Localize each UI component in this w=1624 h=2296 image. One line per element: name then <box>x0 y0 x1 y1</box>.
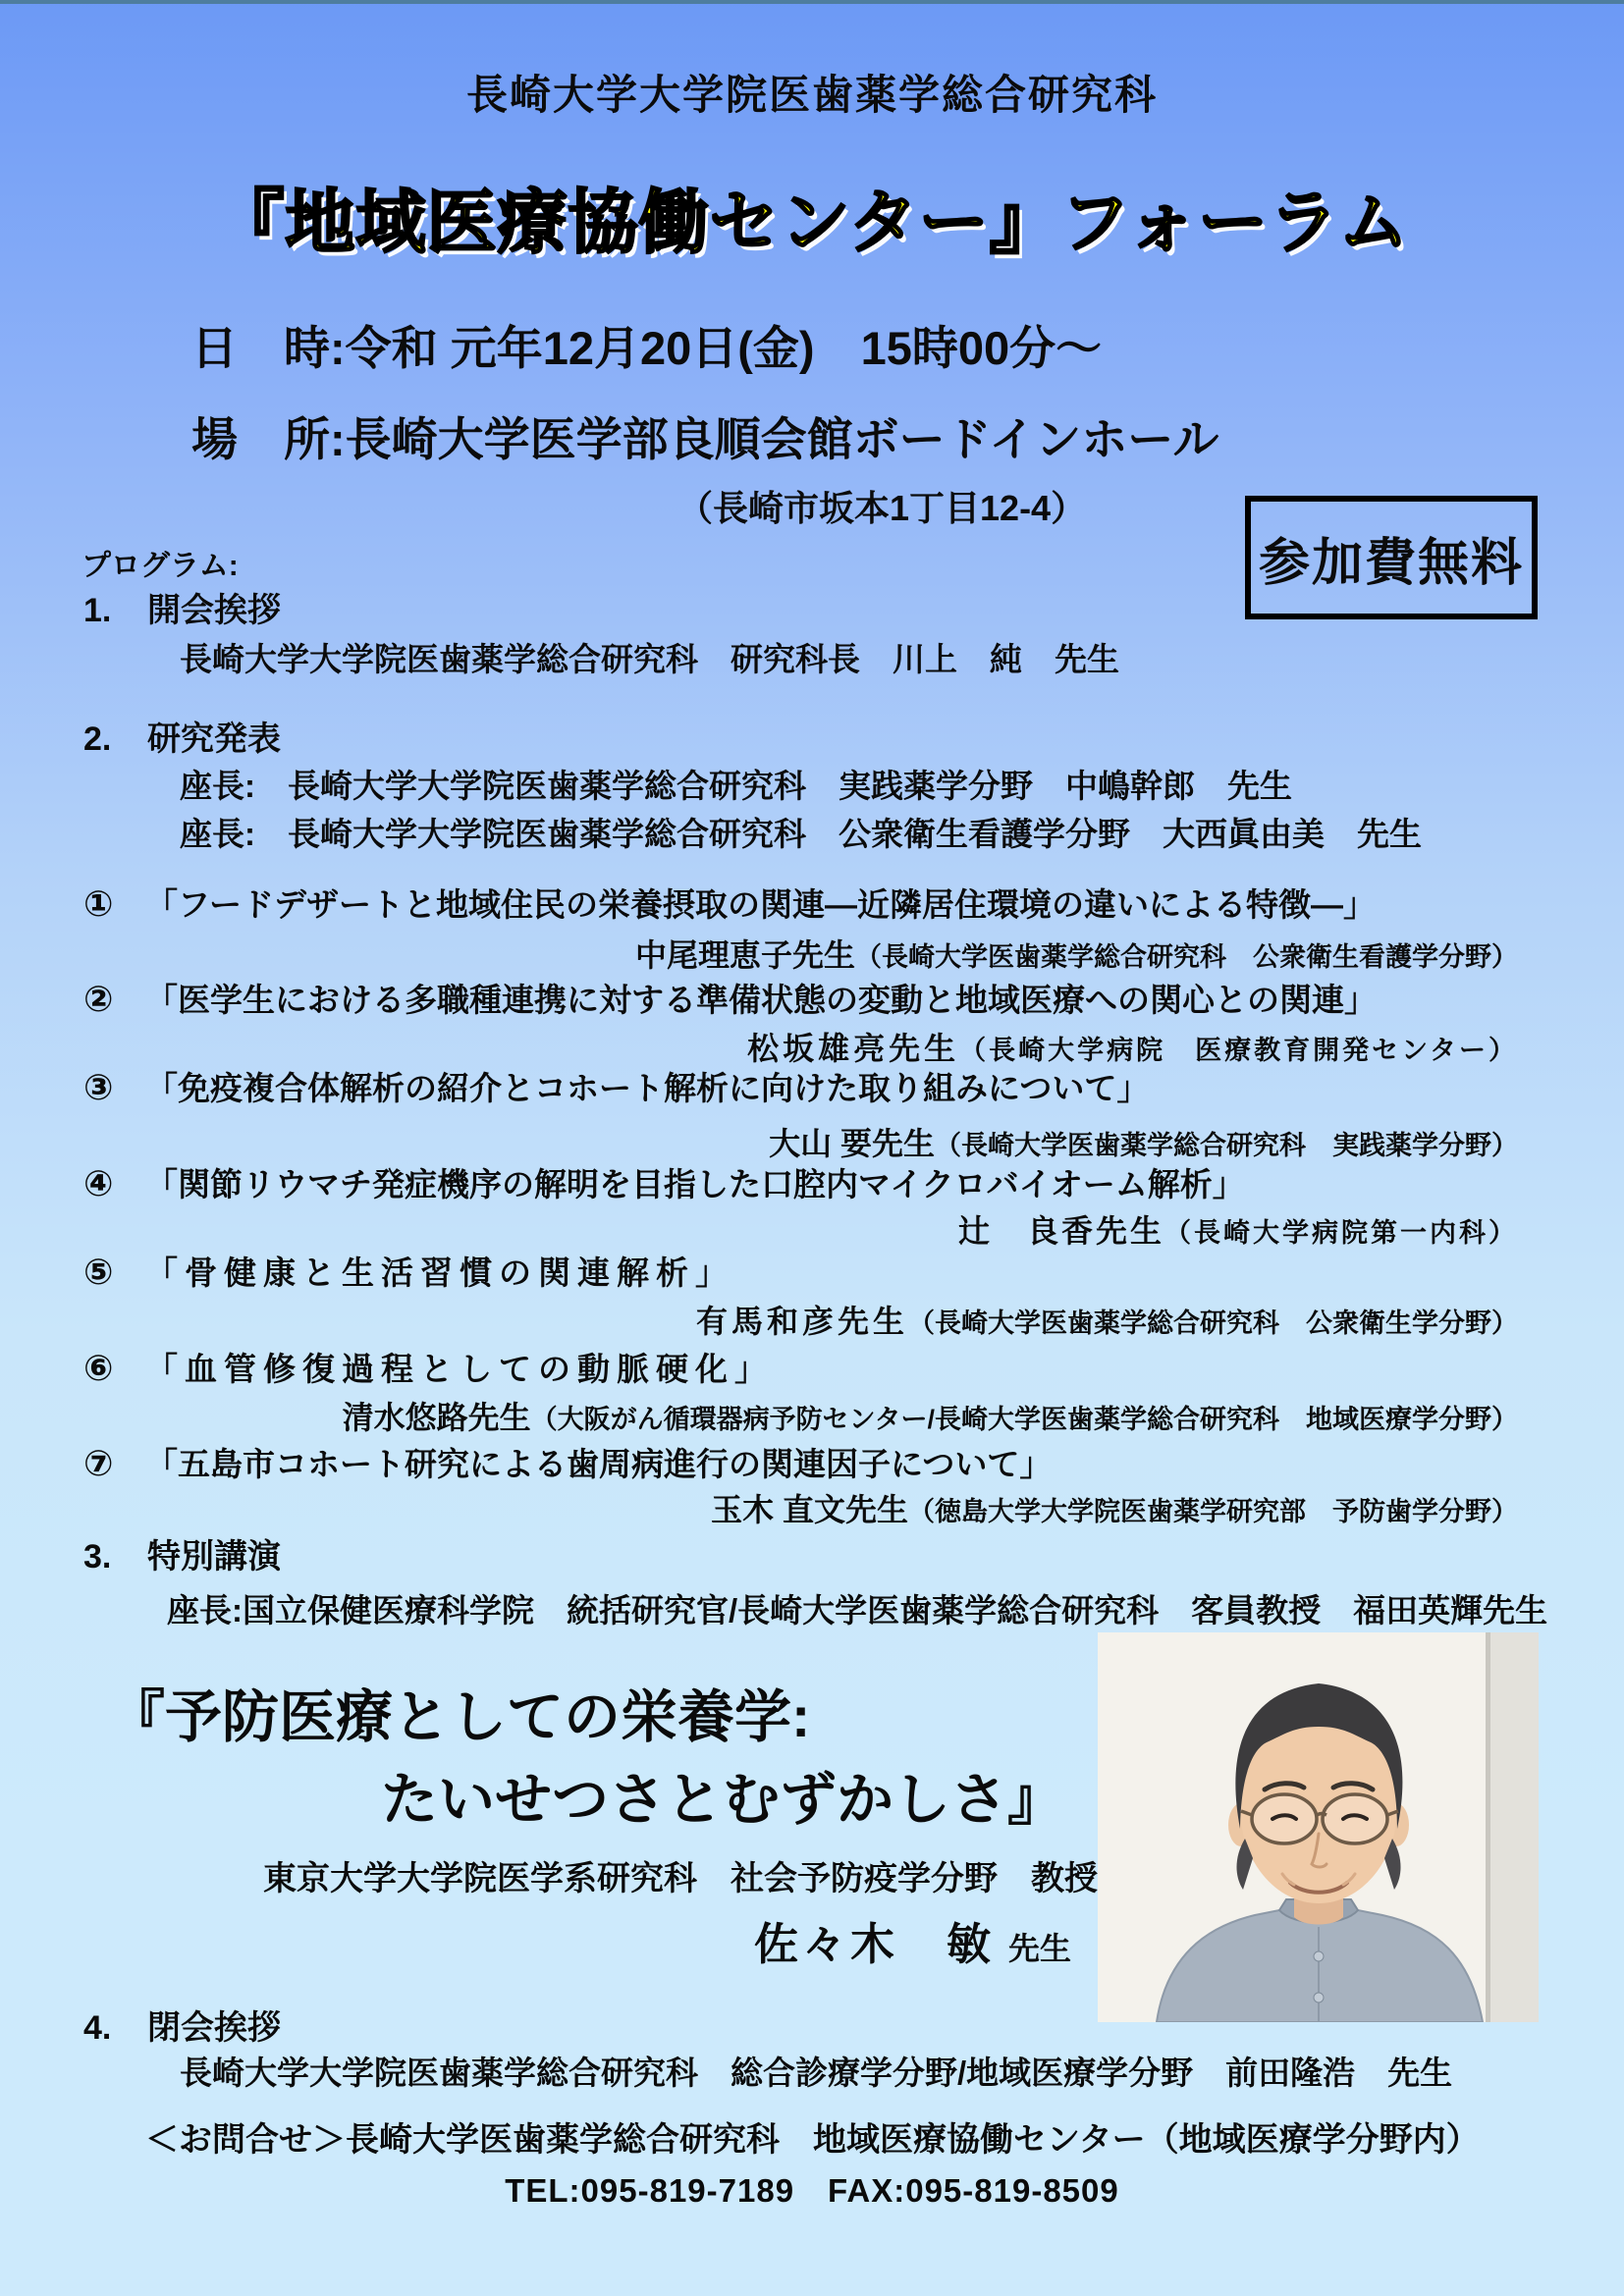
presentation-7-speaker-name: 玉木 直文先生 <box>711 1492 908 1527</box>
presentation-5-speaker <box>0 1297 1624 1342</box>
section-1-detail: 長崎大学大学院医歯薬学総合研究科 研究科長 川上 純 先生 <box>180 641 1119 677</box>
program-label: プログラム: <box>81 550 239 582</box>
presentation-3-title <box>83 1063 1149 1109</box>
presentation-5-speaker-name: 有馬和彦先生 <box>695 1304 908 1339</box>
section-3-heading <box>83 1529 281 1577</box>
section-4-heading <box>83 2001 281 2049</box>
presentation-6-speaker <box>0 1393 1624 1438</box>
presentation-1-speaker-name: 中尾理恵子先生 <box>634 937 855 973</box>
section-3-chair: 座長:国立保健医療科学院 統括研究官/長崎大学医歯薬学総合研究科 客員教授 福田英輝先生 <box>167 1592 1548 1629</box>
section-2-chair-2: 座長: 長崎大学大学院医歯薬学総合研究科 公衆衛生看護学分野 大西眞由美 先生 <box>180 816 1422 852</box>
presentation-3-speaker-affiliation: （長崎大学医歯薬学総合研究科 実践薬学分野） <box>935 1131 1518 1160</box>
presentation-5-speaker-affiliation: （長崎大学医歯薬学総合研究科 公衆衛生学分野） <box>908 1308 1518 1338</box>
presentation-2-text: 「医学生における多職種連携に対する準備状態の変動と地域医療への関心との関連」 <box>145 982 1377 1018</box>
presentation-4-speaker <box>0 1206 1624 1252</box>
event-datetime: 日 時:令和 元年12月20日(金) 15時00分～ <box>191 322 1103 374</box>
section-2-chair-1: 座長: 長崎大学大学院医歯薬学総合研究科 実践薬学分野 中嶋幹郎 先生 <box>180 768 1292 804</box>
presentation-2-number: ② <box>83 979 114 1019</box>
section-4-number: 4. <box>83 2009 112 2047</box>
section-3-number: 3. <box>83 1538 112 1575</box>
poster-title: 『地域医療協働センター』フォーラム <box>214 185 1410 262</box>
presentation-7-speaker <box>0 1485 1624 1530</box>
presentation-4-speaker-name: 辻 良香先生 <box>957 1213 1164 1249</box>
presentation-5-text: 「骨健康と生活習慣の関連解析」 <box>145 1255 734 1291</box>
section-1-title: 開会挨拶 <box>147 592 281 629</box>
organization-header: 長崎大学大学院医歯薬学総合研究科 <box>465 72 1158 118</box>
presentation-5-number: ⑤ <box>83 1252 114 1292</box>
section-2-heading <box>83 712 281 760</box>
presentation-2-speaker-name: 松坂雄亮先生 <box>747 1031 960 1066</box>
lecture-title-line1: 『予防医療としての栄養学: <box>108 1685 811 1749</box>
presentation-7-text: 「五島市コホート研究による歯周病進行の関連因子について」 <box>145 1446 1053 1482</box>
presentation-7-number: ⑦ <box>83 1443 114 1483</box>
speaker-photo <box>1098 1632 1539 2022</box>
presentation-6-speaker-affiliation: （大阪がん循環器病予防センター/長崎大学医歯薬学総合研究科 地域医療学分野） <box>530 1405 1518 1434</box>
lecture-speaker-name: 佐々木 敏 <box>754 1919 996 1969</box>
section-3-title: 特別講演 <box>147 1538 281 1575</box>
section-2-number: 2. <box>83 721 112 758</box>
section-2-title: 研究発表 <box>147 721 281 758</box>
section-1-number: 1. <box>83 592 112 629</box>
section-4-title: 閉会挨拶 <box>147 2009 281 2047</box>
presentation-3-speaker <box>0 1119 1624 1164</box>
section-1-heading <box>83 583 281 631</box>
lecture-title-line2: たいせつさとむずかしさ』 <box>381 1768 1065 1832</box>
presentation-3-speaker-name: 大山 要先生 <box>769 1126 935 1161</box>
speaker-portrait-illustration <box>1098 1632 1539 2022</box>
presentation-2-title <box>83 975 1377 1021</box>
presentation-1-title <box>83 880 1376 926</box>
lecture-speaker-suffix: 先生 <box>1008 1931 1072 1966</box>
presentation-6-text: 「血管修復過程としての動脈硬化」 <box>145 1351 774 1387</box>
presentation-7-title <box>83 1439 1052 1485</box>
top-edge-strip <box>0 0 1624 4</box>
fee-free-label: 参加費無料 <box>1258 534 1524 592</box>
lecture-speaker-affiliation: 東京大学大学院医学系研究科 社会予防疫学分野 教授 <box>263 1860 1098 1897</box>
fee-free-badge <box>1245 496 1538 619</box>
presentation-3-number: ③ <box>83 1067 114 1107</box>
presentation-6-number: ⑥ <box>83 1348 114 1388</box>
presentation-7-speaker-affiliation: （徳島大学大学院医歯薬学研究部 予防歯学分野） <box>908 1497 1518 1526</box>
contact-inquiry: ＜お問合せ＞長崎大学医歯薬学総合研究科 地域医療協働センター（地域医療学分野内） <box>145 2121 1480 2159</box>
presentation-1-number: ① <box>83 883 114 924</box>
presentation-5-title <box>83 1248 734 1294</box>
presentation-6-title <box>83 1344 774 1390</box>
contact-tel-fax: TEL:095-819-7189 FAX:095-819-8509 <box>505 2172 1119 2209</box>
section-4-detail: 長崎大学大学院医歯薬学総合研究科 総合診療学分野/地域医療学分野 前田隆浩 先生 <box>180 2055 1453 2091</box>
presentation-3-text: 「免疫複合体解析の紹介とコホート解析に向けた取り組みについて」 <box>145 1070 1150 1106</box>
presentation-4-text: 「関節リウマチ発症機序の解明を目指した口腔内マイクロバイオーム解析」 <box>145 1166 1245 1202</box>
presentation-6-speaker-name: 清水悠路先生 <box>342 1400 531 1435</box>
presentation-4-number: ④ <box>83 1163 114 1203</box>
presentation-2-speaker-affiliation: （長崎大学病院 医療教育開発センター） <box>959 1036 1518 1065</box>
presentation-4-speaker-affiliation: （長崎大学病院第一内科） <box>1164 1218 1518 1248</box>
presentation-1-speaker-affiliation: （長崎大学医歯薬学総合研究科 公衆衛生看護学分野） <box>855 942 1518 972</box>
lecture-speaker <box>754 1908 1071 1972</box>
presentation-1-speaker <box>0 931 1624 976</box>
presentation-1-text: 「フードデザートと地域住民の栄養摂取の関連―近隣居住環境の違いによる特徴―」 <box>145 886 1377 923</box>
presentation-4-title <box>83 1159 1245 1205</box>
event-address: （長崎市坂本1丁目12-4） <box>677 488 1087 528</box>
event-venue: 場 所:長崎大学医学部良順会館ボードインホール <box>191 413 1219 465</box>
